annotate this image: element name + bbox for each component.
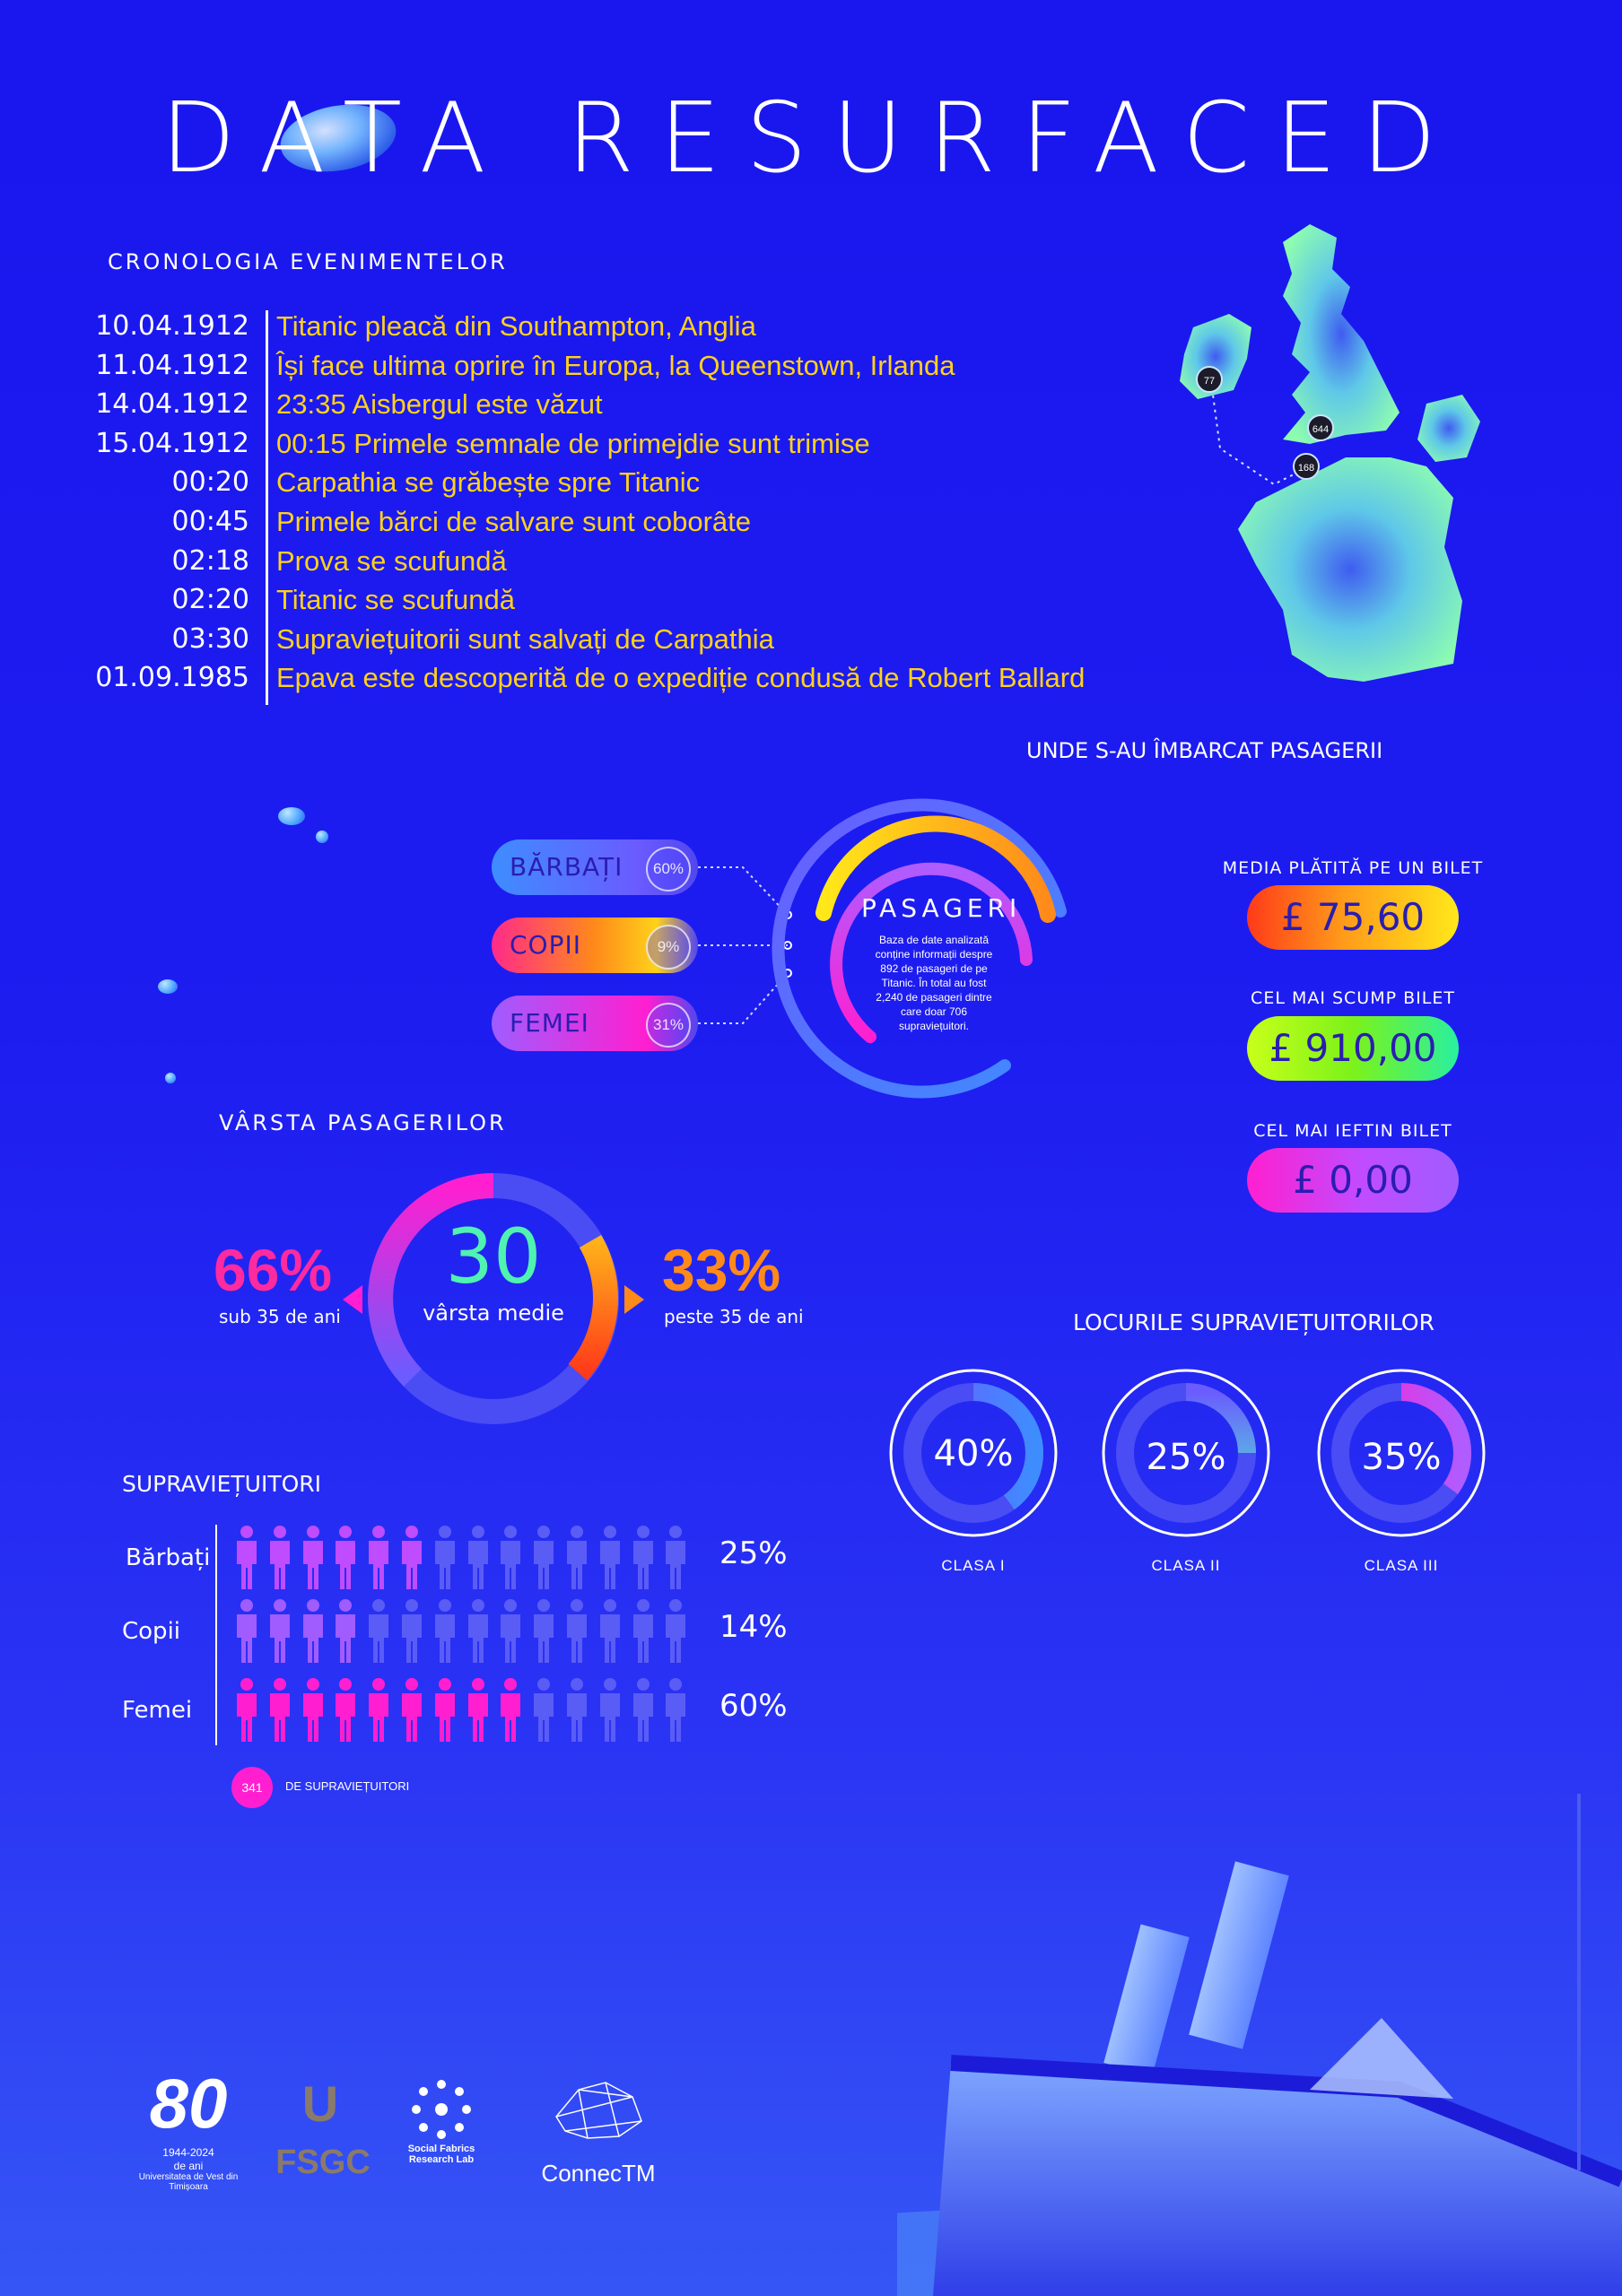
timeline-event: 23:35 Aisbergul este văzut [276, 388, 603, 421]
age-over-percent: 33% [662, 1237, 781, 1303]
person-icon [630, 1525, 657, 1589]
person-icon [465, 1598, 492, 1663]
benelux-shape [1417, 395, 1480, 462]
france-shape [1238, 457, 1462, 682]
person-icon [332, 1525, 359, 1589]
connectm-network-icon [538, 2072, 655, 2147]
ticket-value-average: £ 75,60 [1247, 885, 1459, 950]
class-heading: LOCURILE SUPRAVIEȚUITORILOR [1073, 1309, 1435, 1335]
timeline-date: 00:45 [171, 506, 249, 537]
uvt-name: Universitatea de Vest din Timișoara [138, 2172, 239, 2192]
pill-women [492, 996, 698, 1051]
person-icon [597, 1677, 624, 1742]
uvt-sub: de ani [173, 2160, 204, 2172]
timeline-divider [266, 310, 268, 705]
page-title: DATA RESURFACED [161, 83, 1461, 195]
person-icon [365, 1598, 392, 1663]
survivor-row-label: Bărbați [126, 1544, 211, 1571]
timeline-date: 14.04.1912 [95, 388, 249, 421]
map-heading: UNDE S-AU ÎMBARCAT PASAGERII [1026, 738, 1383, 763]
timeline-date: 02:20 [171, 584, 249, 616]
ticket-label: MEDIA PLĂTITĂ PE UN BILET [1222, 858, 1484, 878]
person-icon [530, 1525, 557, 1589]
social-fabrics-icon [407, 2077, 475, 2140]
pill-label: BĂRBAȚI [510, 852, 624, 882]
timeline-event: Titanic pleacă din Southampton, Anglia [276, 310, 756, 342]
person-icon [563, 1598, 590, 1663]
age-average: 30 [445, 1213, 542, 1300]
fsgc-mark-icon: U [301, 2075, 339, 2132]
person-icon [266, 1677, 293, 1742]
survivor-row-label: Copii [122, 1618, 181, 1645]
survivor-row-label: Femei [122, 1697, 193, 1724]
person-icon [497, 1677, 524, 1742]
person-icon [332, 1677, 359, 1742]
timeline-event: Primele bărci de salvare sunt coborâte [276, 506, 751, 537]
shipwreck-illustration [897, 1794, 1622, 2296]
person-icon [465, 1677, 492, 1742]
person-icon [266, 1525, 293, 1589]
person-icon [300, 1525, 327, 1589]
class-1-label: CLASA I [941, 1557, 1006, 1574]
class-2-label: CLASA II [1151, 1557, 1221, 1574]
person-icon [662, 1525, 689, 1589]
timeline-date: 01.09.1985 [95, 662, 249, 694]
class-2-percent: 25% [1146, 1437, 1226, 1478]
survivor-row-percent: 25% [719, 1535, 788, 1571]
connectm-logo: ConnecTM [541, 2160, 656, 2187]
survivors-axis [215, 1525, 217, 1745]
timeline-date: 11.04.1912 [95, 349, 249, 381]
timeline-event: Prova se scufundă [276, 544, 507, 577]
age-heading: VÂRSTA PASAGERILOR [219, 1110, 507, 1135]
person-icon [398, 1677, 425, 1742]
pill-children [492, 918, 698, 973]
class-1-percent: 40% [933, 1433, 1014, 1474]
age-over-label: peste 35 de ani [664, 1306, 804, 1327]
person-icon [398, 1525, 425, 1589]
age-under-label: sub 35 de ani [219, 1306, 341, 1327]
person-icon [365, 1677, 392, 1742]
person-icon [398, 1598, 425, 1663]
person-icon [597, 1525, 624, 1589]
person-icon [300, 1677, 327, 1742]
bubble-icon [158, 979, 178, 994]
survivors-heading: SUPRAVIEȚUITORI [122, 1471, 322, 1497]
timeline-date: 02:18 [171, 544, 249, 577]
ticket-value-min: £ 0,00 [1247, 1148, 1459, 1213]
class-3-label: CLASA III [1364, 1557, 1439, 1574]
fsgc-logo: FSGC [275, 2144, 371, 2181]
passengers-description: Baza de date analizată conține informații despre 892 de pasageri de pe Titanic. În total au fost 2,240 de pasageri dintre care doar 706 supraviețuitori. [875, 934, 993, 1032]
pill-label: COPII [510, 930, 581, 960]
marker-label: 644 [1312, 424, 1330, 435]
person-icon [300, 1598, 327, 1663]
ticket-label: CEL MAI SCUMP BILET [1251, 988, 1455, 1008]
pill-label: FEMEI [510, 1008, 589, 1038]
person-icon [530, 1598, 557, 1663]
timeline-date: 03:30 [171, 622, 249, 655]
bubble-icon [165, 1073, 176, 1083]
timeline-event: Epava este descoperită de o expediție condusă de Robert Ballard [276, 662, 1086, 694]
survivor-count-badge: 341 [231, 1767, 273, 1808]
person-icon [365, 1525, 392, 1589]
passengers-title: PASAGERI [861, 893, 1022, 923]
bubble-icon [278, 807, 305, 825]
person-icon [563, 1677, 590, 1742]
person-icon [662, 1677, 689, 1742]
social-fabrics-logo: Social Fabrics Research Lab [407, 2144, 475, 2165]
timeline-date: 15.04.1912 [95, 427, 249, 459]
ticket-label: CEL MAI IEFTIN BILET [1253, 1121, 1452, 1141]
person-icon [266, 1598, 293, 1663]
marker-label: 168 [1297, 463, 1315, 474]
person-icon [597, 1598, 624, 1663]
person-icon [630, 1677, 657, 1742]
ticket-value-max: £ 910,00 [1247, 1016, 1459, 1081]
person-icon [432, 1598, 458, 1663]
person-icon [432, 1525, 458, 1589]
uvt-80-logo: 80 [149, 2064, 228, 2143]
person-icon [432, 1677, 458, 1742]
bubble-icon [316, 831, 328, 843]
pill-men [492, 839, 698, 895]
uvt-years: 1944-2024 [162, 2146, 214, 2159]
person-icon [233, 1525, 260, 1589]
timeline-heading: CRONOLOGIA EVENIMENTELOR [108, 249, 508, 274]
embarkation-map [1157, 188, 1498, 709]
pill-percent: 9% [646, 925, 691, 970]
pill-percent: 60% [646, 847, 691, 891]
person-icon [233, 1677, 260, 1742]
person-icon [332, 1598, 359, 1663]
person-icon [497, 1525, 524, 1589]
person-icon [563, 1525, 590, 1589]
timeline-event: Supraviețuitorii sunt salvați de Carpathia [276, 622, 774, 655]
great-britain-shape [1283, 224, 1400, 444]
timeline-event: Își face ultima oprire în Europa, la Queenstown, Irlanda [276, 349, 955, 381]
survivor-row-percent: 60% [719, 1688, 788, 1724]
timeline-date: 00:20 [171, 466, 249, 499]
person-icon [530, 1677, 557, 1742]
survivor-row-percent: 14% [719, 1609, 788, 1645]
marker-label: 77 [1203, 376, 1216, 387]
class-3-percent: 35% [1361, 1437, 1442, 1478]
timeline-event: Carpathia se grăbește spre Titanic [276, 466, 701, 499]
person-icon [662, 1598, 689, 1663]
person-icon [465, 1525, 492, 1589]
pill-percent: 31% [646, 1003, 691, 1048]
person-icon [497, 1598, 524, 1663]
person-icon [233, 1598, 260, 1663]
age-under-percent: 66% [214, 1237, 333, 1303]
age-average-label: vârsta medie [423, 1300, 564, 1326]
survivor-count-label: DE SUPRAVIEȚUITORI [285, 1779, 410, 1793]
timeline-event: Titanic se scufundă [276, 584, 515, 616]
person-icon [630, 1598, 657, 1663]
timeline-date: 10.04.1912 [95, 310, 249, 342]
timeline-event: 00:15 Primele semnale de primejdie sunt trimise [276, 427, 870, 459]
